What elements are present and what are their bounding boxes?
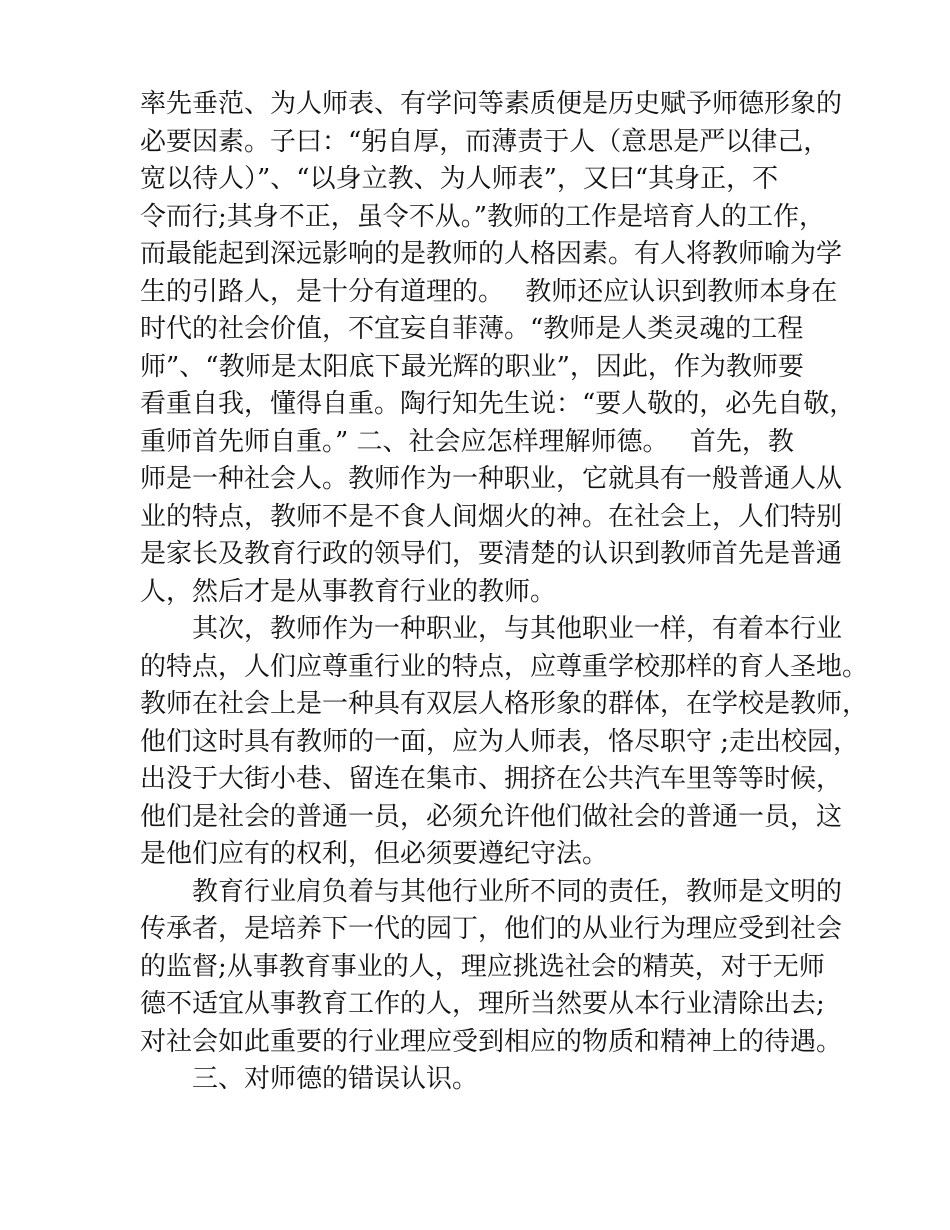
body-text [140, 86, 869, 1099]
text-line: 的监督;从事教育事业的人，理应挑选社会的精英，对于无师 [140, 951, 825, 982]
text-line: 教育行业肩负着与其他行业所不同的责任，教师是文明的 [140, 876, 843, 907]
text-line: 的特点，人们应尊重行业的特点，应尊重学校那样的育人圣地。 [140, 651, 869, 682]
text-line: 师”、“教师是太阳底下最光辉的职业”，因此，作为教师要 [140, 351, 804, 382]
text-line: 他们是社会的普通一员，必须允许他们做社会的普通一员，这 [140, 801, 843, 832]
text-line: 业的特点，教师不是不食人间烟火的神。在社会上，人们特别 [140, 501, 843, 532]
text-line: 师是一种社会人。教师作为一种职业，它就具有一般普通人从 [140, 464, 843, 494]
text-line: 是家长及教育行政的领导们，要清楚的认识到教师首先是普通 [140, 539, 843, 569]
text-line: 传承者，是培养下一代的园丁，他们的从业行为理应受到社会 [140, 914, 843, 944]
text-line: 生的引路人，是十分有道理的。 教师还应认识到教师本身在 [140, 276, 838, 307]
text-line: 时代的社会价值，不宜妄自菲薄。“教师是人类灵魂的工程 [140, 314, 804, 344]
text-line: 率先垂范、为人师表、有学问等素质便是历史赋予师德形象的 [140, 89, 843, 119]
text-line: 重师首先师自重。” 二、社会应怎样理解师德。 首先，教 [140, 426, 794, 457]
text-line: 他们这时具有教师的一面，应为人师表，恪尽职守 ;走出校园， [140, 726, 860, 757]
text-line: 看重自我，懂得自重。陶行知先生说：“要人敬的，必先自敬， [140, 389, 856, 419]
text-line: 三、对师德的错误认识。 [140, 1064, 479, 1094]
text-line: 德不适宜从事教育工作的人，理所当然要从本行业清除出去; [140, 989, 825, 1019]
text-line: 宽以待人）”、“以身立教、为人师表”，又曰“其身正，不 [140, 164, 779, 194]
text-line: 是他们应有的权利，但必须要遵纪守法。 [140, 839, 609, 869]
text-line: 人，然后才是从事教育行业的教师。 [140, 576, 557, 607]
text-line: 而最能起到深远影响的是教师的人格因素。有人将教师喻为学 [140, 239, 843, 269]
text-line: 出没于大街小巷、留连在集市、拥挤在公共汽车里等等时候， [140, 764, 843, 794]
text-line: 必要因素。子曰：“躬自厚，而薄责于人（意思是严以律己， [140, 126, 830, 157]
text-line: 其次，教师作为一种职业，与其他职业一样，有着本行业 [140, 614, 843, 644]
text-line: 对社会如此重要的行业理应受到相应的物质和精神上的待遇。 [140, 1026, 843, 1057]
text-line: 令而行;其身不正，虽令不从。”教师的工作是培育人的工作， [140, 201, 826, 232]
text-line: 教师在社会上是一种具有双层人格形象的群体，在学校是教师， [140, 689, 869, 719]
